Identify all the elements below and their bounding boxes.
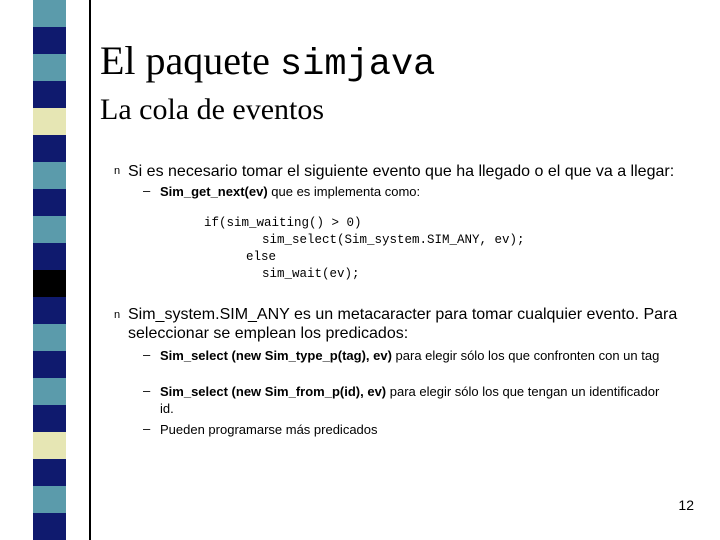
stripe-block <box>33 324 66 351</box>
slide-subtitle: La cola de eventos <box>100 93 325 126</box>
stripe-block <box>33 27 66 54</box>
sub-item-2-bold: Sim_select (new Sim_type_p(tag), ev) <box>160 348 392 363</box>
stripe-block <box>33 486 66 513</box>
stripe-block <box>33 162 66 189</box>
stripe-block <box>33 270 66 297</box>
sub-item-4-rest: Pueden programarse más predicados <box>160 422 378 437</box>
stripe-block <box>33 432 66 459</box>
stripe-block <box>33 0 66 27</box>
bullet-marker-1: n <box>114 165 121 177</box>
code-line-1: if(sim_waiting() > 0) <box>204 216 362 230</box>
stripe-block <box>33 378 66 405</box>
sub-item-3-bold: Sim_select (new Sim_from_p(id), ev) <box>160 384 387 399</box>
stripe-block <box>33 189 66 216</box>
title-code: simjava <box>279 44 436 86</box>
title-text: El paquete <box>100 38 270 83</box>
stripe-block <box>33 513 66 540</box>
vertical-divider <box>89 0 91 540</box>
decorative-stripe <box>0 0 68 540</box>
sub-item-1-rest: que es implementa como: <box>267 184 421 199</box>
stripe-block <box>33 216 66 243</box>
stripe-block <box>33 297 66 324</box>
sub-item-1-bold: Sim_get_next(ev) <box>160 184 268 199</box>
sub-item-1 <box>160 183 420 200</box>
stripe-block <box>33 81 66 108</box>
sub-dash-2: – <box>143 347 151 362</box>
bullet-2-text: Sim_system.SIM_ANY es un metacaracter para tomar cualquier evento. Para seleccionar se emplean los predicados: <box>128 306 678 342</box>
stripe-block <box>33 135 66 162</box>
sub-item-2 <box>160 347 690 364</box>
bullet-marker-2: n <box>114 309 121 321</box>
sub-item-3-rest: para elegir sólo los que tengan un identificador id. <box>160 384 660 416</box>
stripe-block <box>33 405 66 432</box>
sub-dash-3: – <box>143 383 151 398</box>
sub-item-2-rest: para elegir sólo los que confronten con un tag <box>391 348 660 363</box>
sub-dash-4: – <box>143 421 151 436</box>
slide-title <box>100 38 435 88</box>
bullet-1-text: Si es necesario tomar el siguiente evento que ha llegado o el que va a llegar: <box>128 163 675 180</box>
stripe-block <box>33 351 66 378</box>
code-line-2: sim_select(Sim_system.SIM_ANY, ev); <box>262 233 525 247</box>
stripe-block <box>33 54 66 81</box>
code-line-3: else <box>246 250 277 264</box>
sub-item-4 <box>160 421 378 438</box>
stripe-block <box>33 243 66 270</box>
stripe-block <box>33 108 66 135</box>
sub-dash-1: – <box>143 183 151 198</box>
stripe-block <box>33 459 66 486</box>
code-line-4: sim_wait(ev); <box>262 267 360 281</box>
page-number: 12 <box>678 497 694 513</box>
sub-item-3 <box>160 383 660 417</box>
